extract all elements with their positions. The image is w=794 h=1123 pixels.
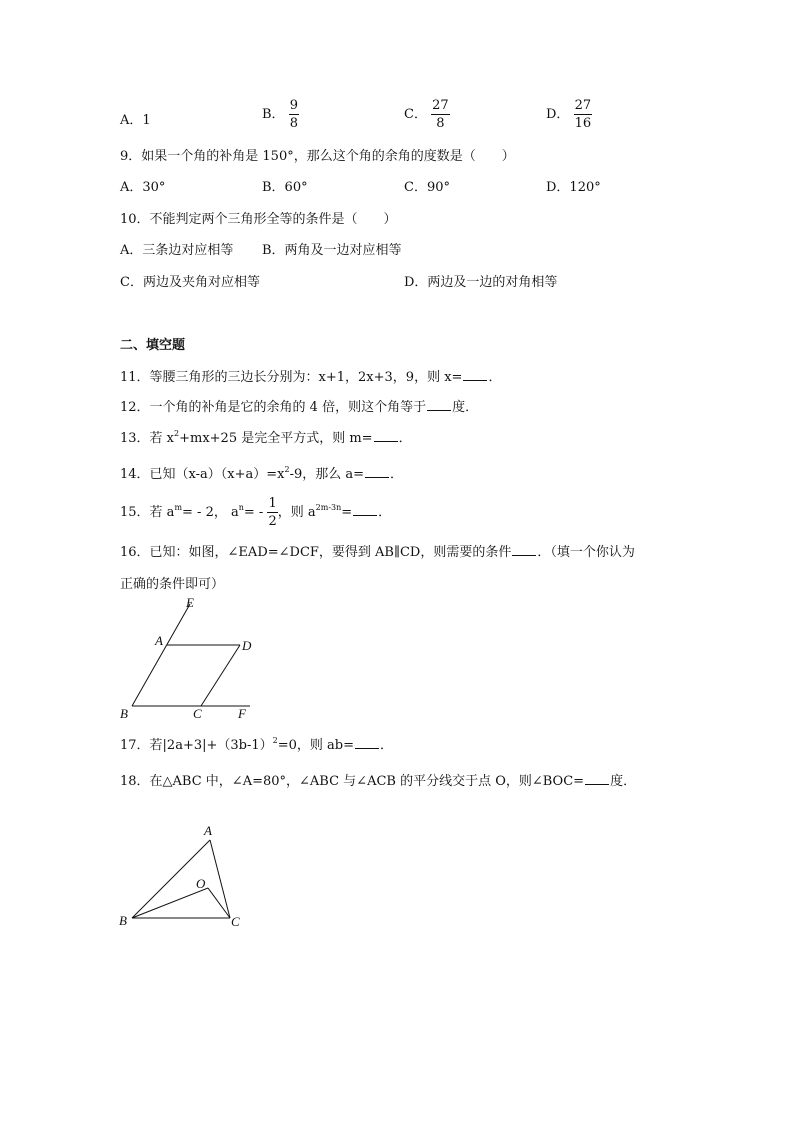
- q9-option-d: D．120°: [546, 180, 601, 195]
- q18-text: [120, 770, 636, 789]
- label-b: B: [119, 913, 127, 928]
- q11-text: [120, 366, 501, 385]
- q8-option-d: [546, 99, 592, 130]
- answer-blank: [374, 430, 398, 442]
- line-ac: [210, 840, 230, 918]
- question-end: 度．: [452, 400, 479, 415]
- numerator: 9: [289, 98, 298, 113]
- question-text: 14．已知（x-a）（x+a）=x: [120, 467, 285, 482]
- q9-option-c: C．90°: [404, 180, 450, 195]
- question-text: ．（填一个你认为: [537, 545, 635, 560]
- q16-line1: [120, 541, 635, 560]
- q8-option-a: [120, 109, 151, 128]
- question-text: =0，则 ab=: [277, 738, 354, 753]
- question-text: 11．等腰三角形的三边长分别为：x+1，2x+3，9，则 x=: [120, 370, 463, 385]
- section-heading: 二、填空题: [120, 338, 186, 353]
- label-c: C: [193, 706, 202, 721]
- answer-blank: [512, 544, 536, 556]
- label-a: A: [204, 823, 212, 838]
- q10-option-d: D．两边及一边的对角相等: [404, 275, 558, 290]
- option-letter: C．: [404, 107, 427, 122]
- option-value: 1: [142, 113, 151, 128]
- q10-option-c: C．两边及夹角对应相等: [120, 275, 260, 290]
- exponent: 2: [272, 736, 278, 745]
- label-f: F: [238, 706, 246, 721]
- option-letter: A．: [120, 113, 143, 128]
- label-c: C: [231, 914, 240, 929]
- q10-option-a: A．三条边对应相等: [120, 243, 234, 258]
- q14-text: [120, 463, 403, 482]
- exponent: n: [238, 503, 244, 512]
- q9-option-b: B．60°: [262, 180, 308, 195]
- label-b: B: [120, 706, 128, 721]
- question-text: = - 2， a: [182, 505, 239, 520]
- numerator: 27: [574, 98, 592, 113]
- figure-q16: [110, 594, 270, 724]
- label-d: D: [242, 638, 252, 653]
- q16-line2: 正确的条件即可）: [120, 577, 225, 592]
- q10-option-b: B．两角及一边对应相等: [262, 243, 402, 258]
- question-end: 度．: [610, 774, 637, 789]
- q9-option-a: A．30°: [120, 180, 166, 195]
- question-end: ．: [398, 431, 412, 446]
- label-o: O: [196, 876, 206, 891]
- question-text: 18．在△ABC 中，∠A=80°，∠ABC 与∠ACB 的平分线交于点 O，则∠BOC=: [120, 774, 585, 789]
- exponent: 2: [174, 429, 180, 438]
- question-text: -9，那么 a=: [289, 467, 365, 482]
- exponent: m: [174, 503, 183, 512]
- question-text: ，则 a: [277, 505, 316, 520]
- question-text: 15．若 a: [120, 505, 175, 520]
- line-cd: [201, 645, 240, 706]
- numerator: 1: [268, 496, 277, 511]
- fraction: [289, 99, 299, 130]
- option-letter: B．: [262, 107, 285, 122]
- q13-text: [120, 427, 412, 446]
- denominator: 16: [574, 116, 592, 131]
- fraction: [267, 497, 277, 528]
- q12-text: [120, 396, 478, 415]
- answer-blank: [355, 737, 379, 749]
- q9-stem: 9．如果一个角的补角是 150°，那么这个角的余角的度数是（ ）: [120, 149, 515, 164]
- exponent: 2m-3n: [315, 503, 342, 512]
- label-a: A: [155, 633, 163, 648]
- line-oc: [208, 888, 230, 918]
- answer-blank: [585, 773, 609, 785]
- question-end: ．: [380, 738, 394, 753]
- answer-blank: [365, 466, 389, 478]
- fraction: [431, 99, 450, 130]
- answer-blank: [427, 399, 451, 411]
- line-bo: [132, 888, 208, 918]
- numerator: 27: [432, 98, 449, 113]
- q15-text: [120, 497, 391, 528]
- question-text: +mx+25 是完全平方式，则 m=: [179, 431, 373, 446]
- fraction: [574, 99, 593, 130]
- answer-blank: [353, 504, 377, 516]
- question-text: =: [341, 505, 353, 520]
- label-e: E: [186, 595, 194, 610]
- q17-text: [120, 734, 393, 753]
- denominator: 8: [436, 116, 445, 131]
- question-text: 12．一个角的补角是它的余角的 4 倍，则这个角等于: [120, 400, 427, 415]
- question-end: ．: [488, 370, 502, 385]
- option-letter: D．: [546, 107, 570, 122]
- question-text: 13．若 x: [120, 431, 175, 446]
- q8-option-c: [404, 99, 450, 130]
- q10-stem: 10．不能判定两个三角形全等的条件是（ ）: [120, 212, 397, 227]
- denominator: 2: [268, 514, 277, 529]
- question-end: ．: [378, 505, 392, 520]
- question-text: = -: [243, 505, 264, 520]
- denominator: 8: [289, 116, 298, 131]
- line-be: [132, 604, 190, 706]
- exponent: 2: [284, 465, 290, 474]
- q8-option-b: [262, 99, 299, 130]
- question-text: 16．已知：如图，∠EAD=∠DCF，要得到 AB∥CD，则需要的条件: [120, 545, 512, 560]
- answer-blank: [463, 369, 487, 381]
- figure-q18: [110, 818, 260, 933]
- question-end: ．: [390, 467, 404, 482]
- question-text: 17．若|2a+3|+（3b-1）: [120, 738, 273, 753]
